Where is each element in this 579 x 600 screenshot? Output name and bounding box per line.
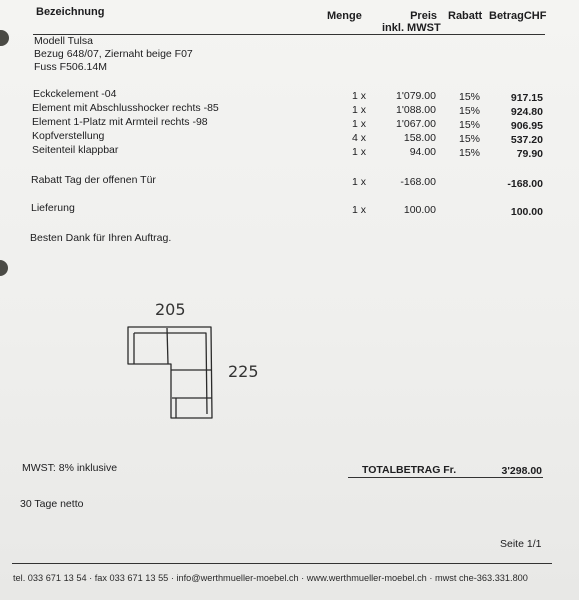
item-price: 1'079.00 bbox=[396, 90, 436, 102]
item-discount: 15% bbox=[459, 133, 481, 145]
item-quantity: 1 x bbox=[352, 118, 367, 130]
item-amount: 79.90 bbox=[516, 148, 543, 160]
delivery-price: 100.00 bbox=[403, 204, 436, 216]
model-name: Modell Tulsa bbox=[34, 35, 93, 47]
item-quantity: 1 x bbox=[352, 104, 367, 116]
punch-hole bbox=[0, 30, 9, 46]
total-label: TOTALBETRAG Fr. bbox=[362, 464, 457, 476]
item-price: 1'067.00 bbox=[396, 118, 436, 130]
thanks-note: Besten Dank für Ihren Auftrag. bbox=[30, 232, 172, 244]
punch-hole bbox=[0, 260, 8, 276]
item-description: Seitenteil klappbar bbox=[32, 144, 119, 156]
header-quantity: Menge bbox=[327, 10, 362, 22]
item-description: Eckckelement -04 bbox=[33, 88, 117, 100]
item-quantity: 1 x bbox=[352, 146, 367, 158]
item-amount: 906.95 bbox=[510, 120, 543, 132]
header-rule bbox=[33, 34, 545, 35]
item-amount: 537.20 bbox=[510, 134, 543, 146]
delivery-description: Lieferung bbox=[31, 202, 75, 214]
delivery-amount: 100.00 bbox=[510, 206, 543, 218]
model-cover: Bezug 648/07, Ziernaht beige F07 bbox=[34, 48, 193, 60]
header-description: Bezeichnung bbox=[36, 6, 105, 18]
model-foot: Fuss F506.14M bbox=[34, 61, 107, 73]
item-description: Element 1-Platz mit Armteil rechts -98 bbox=[32, 116, 208, 128]
item-discount: 15% bbox=[459, 147, 481, 159]
header-amount: BetragCHF bbox=[489, 10, 547, 22]
header-discount: Rabatt bbox=[448, 10, 483, 22]
payment-terms: 30 Tage netto bbox=[20, 498, 84, 510]
item-price: 158.00 bbox=[403, 132, 436, 144]
page-number: Seite 1/1 bbox=[500, 538, 542, 550]
delivery-quantity: 1 x bbox=[352, 204, 367, 216]
vat-note: MWST: 8% inklusive bbox=[22, 462, 118, 474]
header-price-sub: inkl. MWST bbox=[382, 22, 441, 34]
item-price: 94.00 bbox=[409, 146, 436, 158]
item-discount: 15% bbox=[459, 105, 481, 117]
header-price: Preis bbox=[410, 10, 437, 22]
footer-contact: tel. 033 671 13 54 · fax 033 671 13 55 · info@werthmueller-moebel.ch · www.werthmueller-moebel.ch · mwst che-363.331.800 bbox=[13, 573, 528, 583]
item-description: Kopfverstellung bbox=[32, 130, 105, 142]
item-amount: 924.80 bbox=[510, 106, 543, 118]
sketch-width-label: 205 bbox=[155, 300, 186, 319]
item-amount: 917.15 bbox=[510, 92, 543, 104]
discount-amount: -168.00 bbox=[507, 178, 543, 190]
total-value: 3'298.00 bbox=[501, 465, 542, 477]
footer-rule bbox=[12, 563, 552, 564]
discount-description: Rabatt Tag der offenen Tür bbox=[31, 174, 156, 186]
discount-price: -168.00 bbox=[400, 176, 436, 188]
sketch-depth-label: 225 bbox=[228, 362, 259, 381]
item-quantity: 4 x bbox=[352, 132, 367, 144]
total-rule bbox=[348, 477, 543, 478]
discount-quantity: 1 x bbox=[352, 176, 367, 188]
item-discount: 15% bbox=[459, 91, 481, 103]
item-description: Element mit Abschlusshocker rechts -85 bbox=[32, 102, 219, 114]
item-discount: 15% bbox=[459, 119, 481, 131]
item-price: 1'088.00 bbox=[396, 104, 436, 116]
item-quantity: 1 x bbox=[352, 90, 367, 102]
